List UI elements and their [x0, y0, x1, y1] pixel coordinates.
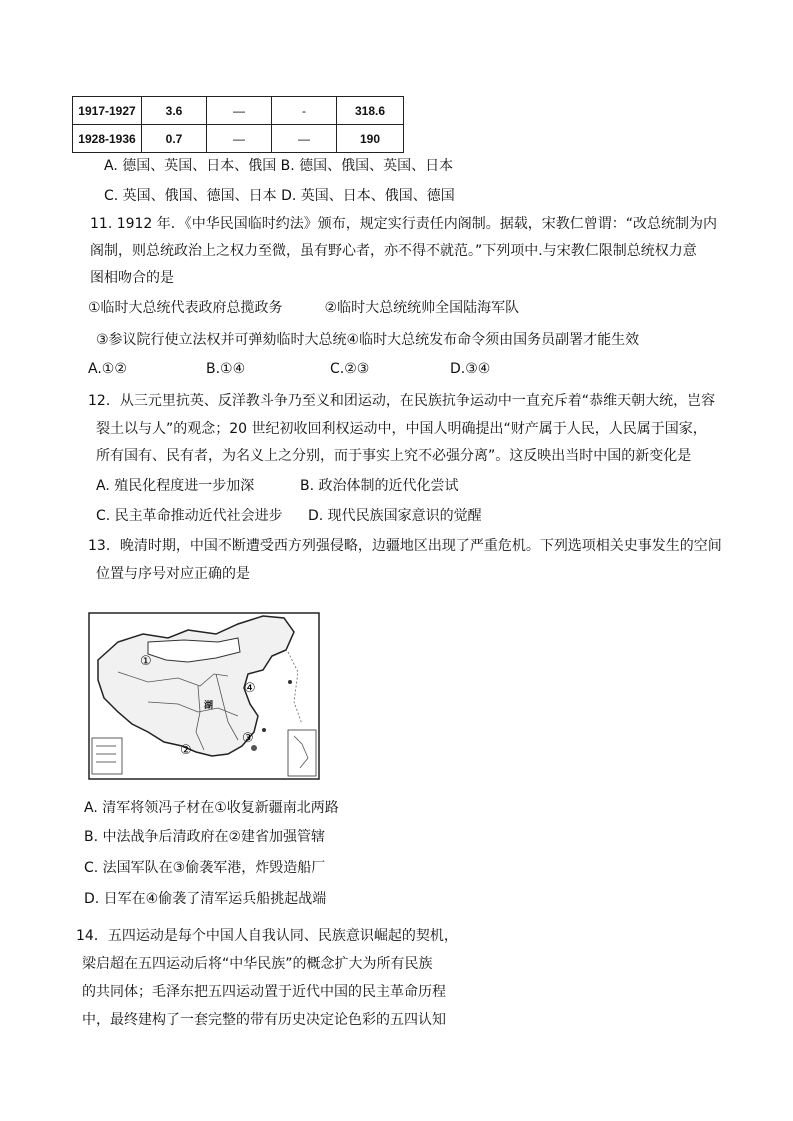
- table-cell: 3.6: [142, 97, 207, 125]
- map-legend: [92, 738, 122, 774]
- q11-option-b: B.①④: [206, 361, 246, 377]
- table-cell: 318.6: [337, 97, 404, 125]
- island: [288, 680, 292, 684]
- q12-stem-line1: 12．从三元里抗英、反洋教斗争乃至义和团运动，在民族抗争运动中一直充斥着“恭维天朝大统，岂容: [88, 393, 716, 409]
- map-drawing: [88, 612, 320, 780]
- map-region-label: 湖: [204, 701, 214, 711]
- table-row: [73, 125, 404, 153]
- q14-stem-line2: 梁启超在五四运动后将“中华民族”的概念扩大为所有民族: [82, 956, 433, 972]
- q13-option-b: B. 中法战争后清政府在②建省加强管辖: [84, 829, 326, 845]
- q11-option-a: A.①②: [88, 361, 127, 377]
- q11-items-3-4: ③参议院行使立法权并可弹劾临时大总统④临时大总统发布命令须由国务员副署才能生效: [96, 332, 640, 348]
- q14-stem-line3: 的共同体；毛泽东把五四运动置于近代中国的民主革命历程: [82, 984, 446, 1000]
- q13-option-d: D. 日军在④偷袭了清军运兵船挑起战端: [84, 891, 327, 907]
- q11-option-c: C.②③: [330, 361, 370, 377]
- data-table: [72, 96, 404, 153]
- q11-stem-line3: 图相吻合的是: [90, 270, 174, 286]
- q10-options-ab: A. 德国、英国、日本、俄国 B. 德国、俄国、英国、日本: [104, 158, 454, 174]
- table-cell: —: [207, 125, 272, 153]
- china-map-figure: [88, 612, 320, 780]
- table-cell: 1917-1927: [73, 97, 142, 125]
- island: [262, 728, 266, 732]
- map-mark-3: ③: [242, 731, 254, 746]
- map-mark-4: ④: [244, 681, 256, 696]
- q12-option-c: C. 民主革命推动近代社会进步: [96, 508, 283, 524]
- south-sea-inset: [288, 730, 316, 776]
- table-cell: —: [207, 97, 272, 125]
- q12-option-b: B. 政治体制的近代化尝试: [300, 478, 459, 494]
- q13-stem-line1: 13．晚清时期，中国不断遭受西方列强侵略，边疆地区出现了严重危机。下列选项相关史事发生的空间: [88, 538, 722, 554]
- q11-option-d: D.③④: [450, 361, 491, 377]
- q14-stem-line1: 14．五四运动是每个中国人自我认同、民族意识崛起的契机，: [76, 928, 458, 944]
- table-cell: 1928-1936: [73, 125, 142, 153]
- q11-stem-line1: 11. 1912 年．《中华民国临时约法》颁布，规定实行责任内阁制。据载，宋教仁曾谓：“改总统制为内: [90, 216, 718, 232]
- table-row: [73, 97, 404, 125]
- q10-options-cd: C. 英国、俄国、德国、日本 D. 英国、日本、俄国、德国: [104, 188, 455, 204]
- q13-stem-line2: 位置与序号对应正确的是: [96, 566, 250, 582]
- q11-stem-line2: 阁制，则总统政治上之权力至微，虽有野心者，亦不得不就范。”下列项中.与宋教仁限制总统权力意: [90, 243, 697, 259]
- q13-option-a: A. 清军将领冯子材在①收复新疆南北两路: [84, 800, 339, 816]
- table-cell: 190: [337, 125, 404, 153]
- q14-stem-line4: 中，最终建构了一套完整的带有历史决定论色彩的五四认知: [82, 1012, 446, 1028]
- q12-stem-line3: 所有国有、民有者，为名义上之分别，而于事实上究不必强分离”。这反映出当时中国的新变化是: [96, 448, 692, 464]
- table-cell: —: [272, 125, 337, 153]
- q12-stem-line2: 裂土以与人”的观念；20 世纪初收回利权运动中，中国人明确提出“财产属于人民，人民属于国家，: [96, 421, 707, 437]
- map-mark-2: ②: [180, 743, 192, 758]
- table-cell: -: [272, 97, 337, 125]
- q11-items-1-2: ①临时大总统代表政府总揽政务 ②临时大总统统帅全国陆海军队: [88, 300, 520, 316]
- q13-option-c: C. 法国军队在③偷袭军港，炸毁造船厂: [84, 860, 326, 876]
- q12-option-d: D. 现代民族国家意识的觉醒: [308, 508, 482, 524]
- table-cell: 0.7: [142, 125, 207, 153]
- map-mark-1: ①: [140, 654, 152, 669]
- q12-option-a: A. 殖民化程度进一步加深: [96, 478, 255, 494]
